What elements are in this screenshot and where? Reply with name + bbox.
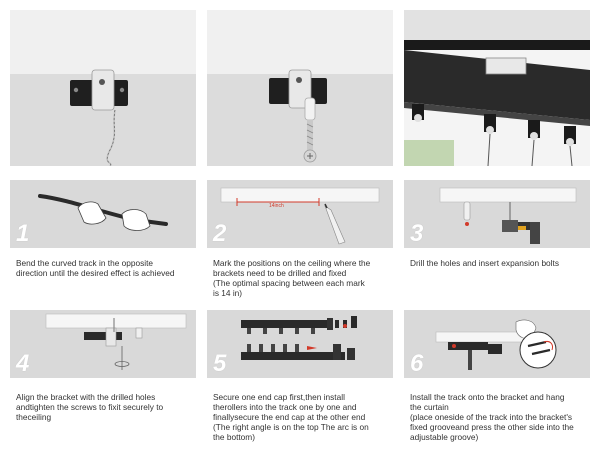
step-6-illustration	[404, 310, 590, 378]
photo-bracket-with-wire	[10, 10, 196, 166]
step-2-illustration	[207, 180, 393, 248]
mark-label: 14inch	[269, 203, 284, 209]
step-4-illustration	[10, 310, 196, 378]
step-number: 2	[213, 220, 227, 247]
photo-track-with-rollers	[404, 10, 590, 166]
step-number: 1	[16, 220, 30, 247]
step-number: 3	[410, 220, 424, 247]
step-5-caption: Secure one end cap first,then install therollers into the track one by one and finallysecure the end cap at the other end (The right angle is on the top The arc is on the bottom)	[213, 392, 369, 442]
step-3-caption: Drill the holes and insert expansion bolts	[410, 258, 559, 268]
step-3-illustration	[404, 180, 590, 248]
step-number: 5	[213, 350, 227, 377]
step-6-caption: Install the track onto the bracket and hang the curtain (place oneside of the track into the bracket's fixed grooveand press the other side into the adjustable groove)	[410, 392, 574, 442]
step-number: 6	[410, 350, 424, 377]
step-1-caption: Bend the curved track in the opposite direction until the desired effect is achieved	[16, 258, 175, 278]
step-2-caption: Mark the positions on the ceiling where the brackets need to be drilled and fixed (The optimal spacing between each mark is 14 in)	[213, 258, 371, 298]
step-4-caption: Align the bracket with the drilled holes andtighten the screws to fixit securely to theceiling	[16, 392, 164, 422]
step-5-illustration	[207, 310, 393, 378]
step-number: 4	[16, 350, 30, 377]
photo-bracket-with-screw	[207, 10, 393, 166]
step-1-illustration	[10, 180, 196, 248]
